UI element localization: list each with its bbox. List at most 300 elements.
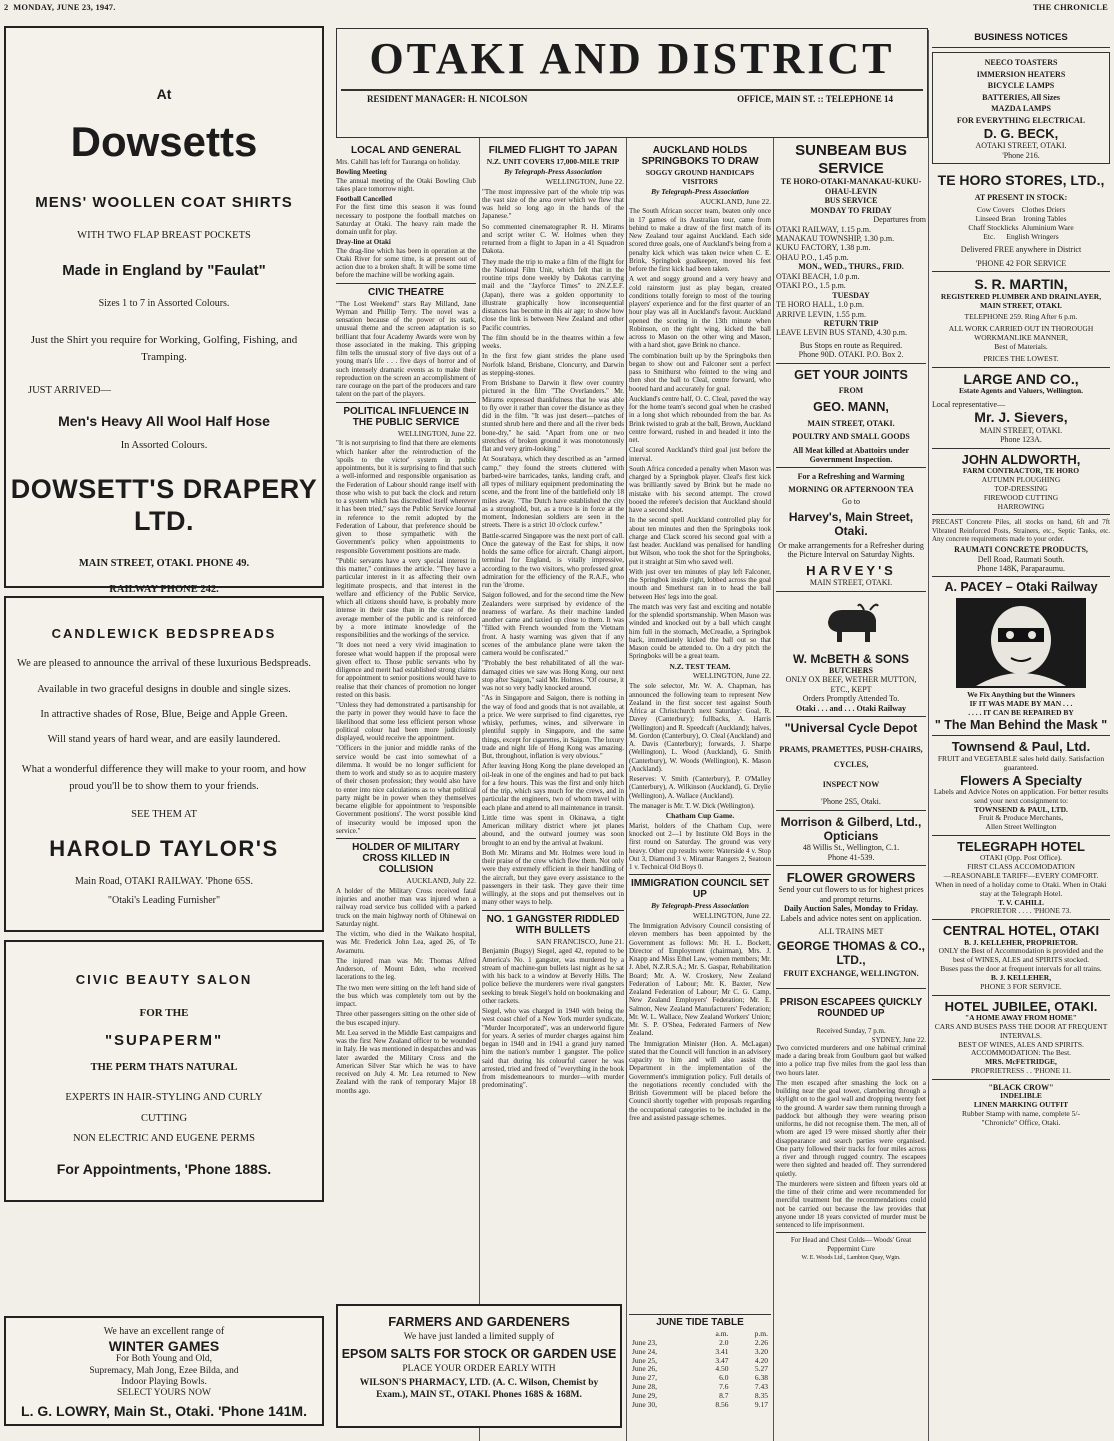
filmed-p4: The film should be in the theatres within a few weeks. — [482, 333, 624, 351]
gangster-dateline: SAN FRANCISCO, June 21. — [536, 936, 624, 946]
tide-pm: 4.20 — [754, 1355, 768, 1365]
salon-experts: EXPERTS IN HAIR-STYLING AND CURLY — [65, 1092, 263, 1104]
joints-name: GEO. MANN, — [813, 399, 889, 414]
farmers-l1: We have just landed a limited supply of — [403, 1332, 555, 1343]
harveys-l2: MORNING OR AFTERNOON TEA — [788, 484, 914, 494]
townsend-l5: Fruit & Produce Merchants, — [978, 813, 1064, 823]
sunbeam-days: MONDAY TO FRIDAY — [810, 205, 892, 215]
tide-am: 3.47 — [715, 1355, 729, 1365]
gangster-head: NO. 1 GANGSTER RIDDLED WITH BULLETS — [486, 913, 620, 936]
morrison-title: Morrison & Gilberd, Ltd., — [780, 814, 922, 829]
political-dateline: WELLINGTON, June 22. — [397, 428, 476, 438]
crow-title: "BLACK CROW" — [988, 1082, 1054, 1092]
local-head: LOCAL AND GENERAL — [351, 145, 461, 156]
holder-p3: The injured man was Mr. Thomas Alfred Anderson, of Mount Eden, who received lacerations to the leg. — [336, 956, 476, 982]
sunbeam-l13: Bus Stops en route as Required. — [799, 340, 903, 350]
pacey-l3: . . . . IT CAN BE REPAIRED BY — [968, 707, 1074, 717]
neeco-item: BATTERIES, All Sizes — [982, 92, 1060, 102]
salon-title: CIVIC BEAUTY SALON — [75, 972, 253, 987]
stock-item: Linseed Bran Ironing Tables — [975, 213, 1067, 223]
tide-pm: 7.43 — [754, 1382, 768, 1392]
neeco-box — [932, 52, 1110, 164]
ad-hose: Men's Heavy All Wool Half Hose — [58, 413, 270, 430]
political-p3: "It does not need a very vivid imagination to foresee what would happen if the proposal were given effect to. Those public servants who by diligence and merit had established strong claims for appointment to senior positions would have to realise that their chances of promotion no longer rested on this basis. — [336, 641, 476, 699]
column-ads — [776, 142, 926, 1432]
local-foot: For the first time this season it was found necessary to postpone the football matches on Saturday at Otaki. The heavy rain made the domain unfit for play. — [336, 203, 476, 236]
townsend-l3: Labels and Advice Notes on application. For better results send your next consignment to: — [933, 786, 1109, 805]
joints-title: GET YOUR JOINTS — [794, 367, 908, 382]
sunbeam-l11: RETURN TRIP — [823, 318, 879, 328]
column-filmed — [482, 142, 624, 1299]
crow-l3: Rubber Stamp with name, complete 5/- — [962, 1109, 1080, 1119]
sunbeam-departs: Departures from — [873, 215, 926, 225]
tide-pm: 6.38 — [754, 1373, 768, 1383]
ad-sizes: Sizes 1 to 7 in Assorted Colours. — [98, 297, 230, 309]
tide-am: 8.7 — [719, 1390, 729, 1400]
filmed-p13: Little time was spent in Okinawa, a tight American military district where jet planes abound, and the outward journey was soon brought to an end by the arrival at Iwakuni. — [482, 813, 624, 847]
springboks-p5: Cleal scored Auckland's third goal just before the interval. — [629, 446, 771, 463]
ad-hose-colours: In Assorted Colours. — [120, 439, 208, 451]
immigration-p2: The Immigration Minister (Hon. A. McLagan) stated that the Council will function in an advisory capacity to him and will also assist the Department in the implementation of the Government's immigration policy. Full details of the negotiations recently concluded with the British Government will be placed before the Council shortly together with proposals regarding the occupational categories to be included in the free and assisted passage schemes. — [629, 1039, 771, 1122]
nztest-p2: Reserves: V. Smith (Canterbury), P. O'Malley (Canterbury), A. Wilkinson (Auckland), G. Drylie (Wellington), A. Wallace (Auckland). — [629, 775, 771, 800]
precast-l3: Phone 148K, Paraparaumu. — [977, 564, 1065, 574]
filmed-p6: From Brisbane to Darwin it flew over country pictured in the film "The Overlanders." Mr. Mirams expressed thankfulness that he was able to fly over it rather than cover the distance as they did in the film. "It was just desert—patches of stunted shrub here and there and all the river beds bone-dry," he said. "Apart from one or two stretches of broken ground it was monotonously flat and very grim-looking." — [482, 379, 624, 454]
nztest-p3: The manager is Mr. T. W. Dick (Wellington). — [629, 801, 755, 810]
salon-brand: "SUPAPERM" — [104, 1032, 224, 1050]
neeco-item: IMMERSION HEATERS — [976, 69, 1066, 79]
games-l2: For Both Young and Old, — [115, 1354, 213, 1365]
nztest-cup-head: Chatham Cup Game. — [665, 811, 735, 821]
large-title: LARGE AND CO., — [963, 370, 1079, 387]
farmers-l2: EPSOM SALTS FOR STOCK OR GARDEN USE — [341, 1346, 617, 1361]
pacey-l1: We Fix Anything but the Winners — [967, 690, 1075, 700]
political-p1: "It is not surprising to find that there are elements which hanker after the reintroduction of the 'spoils to the victor' system in public appointments, but it is surprising to find that such a well-informed and responsible organisation as the Federation of Labour should range itself with those who wish to put back the clock and return to a system which has discredited itself wherever it has been tried," says the Public Service Journal in reference to the remit adopted by the Federation of Labour, that preference should be given to those sympathetic with the Government's policy when appointments to responsible Government positions are made. — [336, 439, 476, 555]
harveys-l3: Go to — [842, 497, 860, 507]
ad-at: At — [156, 86, 172, 102]
tehoro-deliv: Delivered FREE anywhere in District — [960, 245, 1082, 255]
mcbeth-title: W. McBETH & SONS — [792, 651, 909, 666]
filmed-p9: Saigon followed, and for the second time the New Zealanders were surprised by evidence of the nearness of warfare. As their machine landed another came and taxied up close to them. It was "filled with French wounded from the Vietnam front. A hasty warning was given that if any scenes of the ambulance plane were taken the camera would be confiscated." — [482, 591, 624, 658]
tide-am: 8.56 — [715, 1399, 729, 1409]
pacey-l4: " The Man Behind the Mask " — [934, 717, 1108, 732]
filmed-p1: "The most impressive part of the whole trip was the vast size of the area over which we flew that was held so long ago in the hands of the Japanese." — [482, 187, 624, 221]
telegraph-l6: PROPRIETOR . . . . 'PHONE 73. — [970, 906, 1072, 916]
nztest-p4: Marist, holders of the Chatham Cup, were knocked out 2—1 by Institute Old Boys in the first round on Saturday. The ground was very heavy. Other cup results were: Waterside 4 v. Stop Out 3, Diamond 3 v. Miramar Rangers 2, Seatoun 1 v. Technical Old Boys 0. — [629, 821, 771, 872]
central-l2: ONLY the Best of Accommodation is provided and the best of WINES, ALES and SPIRITS stocked. — [938, 946, 1104, 965]
ad-just-shirt: Just the Shirt you require for Working, Golfing, Fishing, and Tramping. — [30, 333, 298, 364]
page-header-left: 2 MONDAY, JUNE 23, 1947. — [4, 2, 116, 12]
holder-p1: A holder of the Military Cross received fatal injuries and another man was injured when a railway road service bus collided with a parked truck on the main highway north of Ohinewai on Saturday night. — [336, 886, 476, 928]
masthead-title: OTAKI AND DISTRICT — [369, 34, 895, 83]
morrison-l2: 48 Willis St., Wellington, C.1. — [802, 843, 900, 853]
townsend-l2: Flowers A Specialty — [960, 772, 1082, 788]
telegraph-l4: When in need of a holiday come to Otaki. When in Otaki stay at the Telegraph Hotel. — [935, 879, 1107, 898]
local-foot-head: Football Cancelled — [336, 195, 393, 203]
ad-railway: RAILWAY PHONE 242. — [109, 584, 219, 596]
tide-am: 3.41 — [715, 1346, 729, 1356]
tide-row — [629, 1401, 771, 1410]
filmed-p5: In the first few giant strides the plane used Norfolk Island, Brisbane, Cloncurry, and Darwin as stepping-stones. — [482, 352, 624, 377]
tide-date: June 30, — [632, 1399, 657, 1409]
sunbeam-l7: OTAKI P.O., 1.5 p.m. — [776, 281, 846, 291]
flower-l2: Daily Auction Sales, Monday to Friday. — [783, 904, 918, 914]
games-title: WINTER GAMES — [108, 1337, 220, 1354]
ad-dowsetts-title: Dowsetts — [70, 117, 258, 165]
sunbeam-l12: LEAVE LEVIN BUS STAND, 4.30 p.m. — [776, 328, 907, 338]
biz-title: BUSINESS NOTICES — [932, 32, 1110, 48]
political-p5: "Officers in the junior and middle ranks of the service would be cast into somewhat of a dilemma. It would be no longer sufficient for them to work and study so as to acquire mastery of their chosen profession; they would also have to enter into nice calculations as to what political party might be in power when they themselves became eligible for appointment to 'responsible Government positions'. The worst possible kind of insecurity would be imposed upon the service." — [336, 744, 476, 835]
precast-l1: RAUMATI CONCRETE PRODUCTS, — [954, 545, 1088, 555]
farmers-ad — [336, 1304, 622, 1428]
crow-l4: "Chronicle" Office, Otaki. — [981, 1117, 1061, 1127]
mcbeth-l3: Orders Promptly Attended To. — [802, 694, 900, 704]
jubilee-l6: PROPRIETRESS . . 'PHONE 11. — [970, 1066, 1072, 1076]
sunbeam-l9: TE HORO HALL, 1.0 p.m. — [776, 300, 864, 310]
candlewick-p5: What a wonderful difference they will make to your room, and how proud you'll be to show them to your friends. — [21, 763, 307, 792]
candlewick-p1: We are pleased to announce the arrival of these luxurious Bedspreads. — [17, 658, 311, 670]
candlewick-p3: In attractive shades of Rose, Blue, Beige and Apple Green. — [40, 708, 288, 720]
central-title: CENTRAL HOTEL, OTAKI — [942, 923, 1100, 939]
candlewick-title: CANDLEWICK BEDSPREADS — [51, 626, 277, 641]
filmed-p3: They made the trip to make a film of the flight for the National Film Unit, which felt that in the routine trips done weekly by Dakotas carrying mail and the "Jayforce Times" to 2N.Z.E.F. (Japan), there was a golden opportunity to illustrate graphically how inconsequential distances has become in this air age; to show how close the link is between New Zealand and other Pacific countries. — [482, 257, 624, 332]
sunbeam-l6: OTAKI BEACH, 1.0 p.m. — [776, 271, 860, 281]
morrison-l1: Opticians — [823, 828, 879, 843]
tehoro-instock: AT PRESENT IN STOCK: — [974, 192, 1068, 202]
immigration-head: IMMIGRATION COUNCIL SET UP — [631, 878, 769, 901]
neeco-item: BICYCLE LAMPS — [987, 81, 1055, 91]
games-store: L. G. LOWRY, Main St., Otaki. 'Phone 141M. — [21, 1403, 307, 1420]
dowsetts-ad — [4, 26, 324, 596]
mask-illustration-icon — [956, 598, 1086, 688]
tide-am: 7.6 — [719, 1382, 729, 1392]
sunbeam-l2: MANAKAU TOWNSHIP, 1.30 p.m. — [776, 234, 895, 243]
martin-l5: Best of Materials. — [994, 341, 1048, 351]
gangster-p1: Benjamin (Bugsy) Siegel, aged 42, reputed to be America's No. 1 gangster, was murdered by a stream of machine-gun bullets last night as he sat with his back to a window at Beverly Hills. The police believe the murderers were rival gangsters seeking to break Siegel's hold on bookmaking and other rackets. — [482, 947, 624, 1005]
sunbeam-l14: Phone 90D. OTAKI. P.O. Box 2. — [798, 350, 904, 360]
tide-date: June 23, — [632, 1337, 657, 1347]
springboks-p6: South Africa conceded a penalty when Mason was charged by a Springbok player. Cleal's first kick was brilliantly saved by Brink but he made no mistake with his second attempt. The crowd booed the referee's decision that Auckland should have a second shot. — [629, 464, 771, 515]
filmed-sub: N.Z. UNIT COVERS 17,000-MILE TRIP — [486, 157, 620, 166]
holder-dateline: AUCKLAND, July 22. — [406, 876, 476, 886]
filmed-head: FILMED FLIGHT TO JAPAN — [488, 145, 618, 156]
precast-text: PRECAST Concrete Piles, all stocks on hand, 6ft and 7ft Vibrated Reinforced Posts, Strainers, etc., Septic Tanks, etc. Any concrete requirements made to your order. — [932, 518, 1110, 543]
cycle-l1: PRAMS, PRAMETTES, PUSH-CHAIRS, CYCLES, — [779, 745, 923, 769]
harveys-l1: For a Refreshing and Warming — [797, 472, 905, 482]
jubilee-title: HOTEL JUBILEE, OTAKI. — [944, 998, 1098, 1014]
sunbeam-l8: TUESDAY — [832, 290, 870, 300]
games-ad — [4, 1316, 324, 1426]
salon-cutting: CUTTING — [140, 1112, 188, 1124]
tide-head: JUNE TIDE TABLE — [656, 1317, 744, 1328]
springboks-p2: A wet and soggy ground and a very heavy and cold rainstorm just as play began, created conditions totally foreign to most of the touring players' experience and for the first quarter of an hour play was all in Auckland's favour. Auckland opened the scoring in the 13th minute when Robinson, on the right wing, kicked the ball across to Mason on the other wing and Mason, with a hard shot, gave Brink no chance. — [629, 275, 771, 350]
martin-l6: PRICES THE LOWEST. — [983, 353, 1059, 363]
sunbeam-route: TE HORO-OTAKI-MANAKAU-KUKU-OHAU-LEVIN — [780, 177, 922, 196]
springboks-p3: The combination built up by the Springboks then began to show out and Falconer sent a perfect pass to Smithurst who feinted to the wing and then shot the ball to Cleal, centre forward, who booted hard and accurately for goal. — [629, 351, 771, 393]
prison-p3: The murderers were sixteen and fifteen years old at the time of their crime and were recommended for merciful treatment but the recommendations could not be carried out because the law provides that anyone under 18 years convicted of murder must be sentenced to life imprisonment. — [776, 1179, 926, 1229]
local-dray: The drag-line which has been in operation at the Otaki River for some time, is at present out of action due to a broken shaft. It will be some time before the machine will be working again. — [336, 246, 476, 280]
tide-am: 2.0 — [719, 1337, 729, 1347]
tide-pm: 8.35 — [754, 1390, 768, 1400]
local-p0: Mrs. Cahill has left for Tauranga on holiday. — [336, 158, 461, 166]
candlewick-p2: Available in two graceful designs in double and single sizes. — [37, 683, 291, 695]
nztest-head: N.Z. TEST TEAM. — [669, 661, 731, 671]
telegraph-title: TELEGRAPH HOTEL — [957, 839, 1085, 855]
sunbeam-l1: OTAKI RAILWAY, 1.15 p.m. — [776, 224, 871, 234]
large-l3: Mr. J. Sievers, — [974, 409, 1068, 426]
tide-am-header: a.m. — [715, 1329, 729, 1338]
holder-p2: The victim, who died in the Waikato hospital, was Mr. Frederick John Lea, aged 26, of Te Awamutu. — [336, 930, 476, 955]
sunbeam-l4: OHAU P.O., 1.45 p.m. — [776, 252, 849, 262]
townsend-l6: Allen Street Wellington — [985, 822, 1057, 832]
aldworth-l3: TOP-DRESSING — [994, 483, 1048, 493]
tide-date: June 26, — [632, 1364, 657, 1374]
pacey-l2: IF IT WAS MADE BY MAN . . . — [969, 699, 1073, 709]
filmed-by: By Telegraph-Press Association — [504, 166, 602, 176]
sunbeam-title: SUNBEAM BUS SERVICE — [795, 142, 907, 177]
candlewick-see: SEE THEM AT — [131, 809, 197, 821]
prison-p4: For Head and Chest Colds— Woods' Great Peppermint Cure — [790, 1236, 912, 1253]
prison-head: PRISON ESCAPEES QUICKLY ROUNDED UP — [779, 997, 923, 1020]
prison-received: Received Sunday, 7 p.m. — [816, 1027, 886, 1036]
salon-appt: For Appointments, 'Phone 188S. — [56, 1161, 272, 1178]
springboks-head: AUCKLAND HOLDS SPRINGBOKS TO DRAW — [641, 145, 759, 167]
precast-l2: Dell Road, Raumati South. — [977, 554, 1065, 564]
gangster-p2: Siegel, who was charged in 1940 with being the west coast chief of a New York murder syndicate, "Murder Incorporated", was an underworld figure for years. A series of murder charges against him began in 1940 and in 1941 a grand jury named him the nation's number 1 gangster. The police said that during his colourful career he was arrested, tried and freed of "everything in the book from misdemeanours to murder—with murder predominating". — [482, 1007, 624, 1090]
martin-title: S. R. MARTIN, — [974, 276, 1068, 293]
civic-p1: "The Lost Weekend" stars Ray Milland, Jane Wyman and Phillip Terry. The novel was a sensation because of the power of its stark, unusual theme and the screen adaptation is so brilliant that four Academy Awards were won by those associated in the making. This gripping film tells the unusual story of five days out of a young man's life . . . five days of horror and of such intensely dramatic events as to make their reproduction on the screen an accomplishment of rare courage on the part of the producers and rare talent on the part of the players. — [336, 299, 476, 399]
aldworth-l2: AUTUMN PLOUGHING — [981, 475, 1061, 485]
martin-l4: ALL WORK CARRIED OUT IN THOROUGH WORKMANLIKE MANNER, — [948, 324, 1094, 343]
springboks-dateline: AUCKLAND, June 22. — [700, 196, 771, 206]
tide-am: 6.0 — [719, 1373, 729, 1383]
martin-l2: MAIN STREET, OTAKI. — [980, 300, 1062, 310]
springboks-p4: Auckland's centre half, O. C. Cleal, paved the way for the home team's second goal when he crashed in a long shot which rebounded from the bar. As Brink twisted to grab at the ball, Brown, Auckland centre forward, rushed in and headed it into the net. — [629, 394, 771, 445]
sunbeam-l3: KUKU FACTORY, 1.38 p.m. — [776, 243, 871, 253]
candlewick-slogan: "Otaki's Leading Furnisher" — [107, 895, 221, 907]
farmers-l4: WILSON'S PHARMACY, LTD. (A. C. Wilson, Chemist by Exam.), MAIN ST., OTAKI. Phones 168S & 168M. — [359, 1378, 599, 1400]
large-l4: MAIN STREET, OTAKI. — [979, 425, 1063, 435]
jubilee-l5: MRS. McFETRIDGE, — [985, 1057, 1057, 1067]
immigration-p1: The Immigration Advisory Council consisting of eleven members has been appointed by the Government as follows: Mr. H. L. Bockett, Director of Employment (chairman), Mrs. J. Knapp and Miss Ethel Law, women members; Mr. J. Abel, N.Z.R.S.A.; Mr. S. Gaspar, Rehabilitation Board; Mr. A. W. Croskery, New Zealand Federation of Labour; Mr. K. Baxter, New Zealand Federation of Labour; Mr C. G. Camp, New Zealand Employers' Federation; Mr. E. Salmon, New Zealand Manufacturers' Federation; Mr. W. L. Wallace, New Zealand Workers' Union; Mr. S. P. O'Shea, Federated Farmers of New Zealand. — [629, 922, 771, 1038]
telegraph-l3: —REASONABLE TARIFF—EVERY COMFORT. — [943, 871, 1099, 881]
political-p4: "Unless they had demonstrated a partisanship for the party in power they would have to face the likelihood that some less efficient person whose political colour had been more judiciously displayed, would receive the appointment. — [336, 701, 476, 743]
nztest-p1: The sole selector, Mr. W. A. Chapman, has announced the following team to represent New Zealand in the first soccer test against South Africa at Christchurch next Saturday: Goal, R. Davey (Canterbury); fullbacks, A. Harris (Wellington) and R. Speedcaft (Auckland); halves, M. Gordon (Canterbury), O. Cleal (Auckland) and A. Davis (Canterbury); forwards, J. Sharpe (Wellington), L. Wood (Auckland), G. Smith (Canterbury), W. Woods (Wellington), K. Mason (Auckland). — [629, 682, 771, 773]
column-sports — [629, 142, 771, 1242]
mcbeth-l2: ONLY OX BEEF, WETHER MUTTON, ETC., KEPT — [785, 675, 917, 694]
flower-l4: ALL TRAINS MET — [818, 927, 884, 937]
tide-date: June 28, — [632, 1382, 657, 1392]
masthead — [336, 28, 928, 138]
stock-item: Chaff Stocklicks Aluminium Ware — [968, 222, 1074, 232]
games-l5: SELECT YOURS NOW — [117, 1387, 211, 1398]
page-header-paper: THE CHRONICLE — [1032, 2, 1108, 12]
aldworth-l4: FIREWOOD CUTTING — [983, 492, 1059, 502]
jubilee-l4: ACCOMMODATION: The Best. — [970, 1048, 1072, 1058]
pacey-title: A. PACEY – Otaki Railway — [944, 580, 1098, 595]
civic-head: CIVIC THEATRE — [368, 286, 444, 298]
flower-l3: Labels and advice notes sent on application. — [780, 913, 922, 923]
aldworth-title: JOHN ALDWORTH, — [961, 451, 1081, 467]
crow-l1: INDELIBLE — [1000, 1091, 1042, 1101]
column-business — [932, 32, 1110, 1432]
beck-phone: 'Phone 216. — [1002, 150, 1040, 160]
springboks-p8: With just over ten minutes of play left Falconer, the Springbok inside right, lobbed across the goal mouth and Smethurst ran in to head the ball between Hes' legs into the goal. — [629, 567, 771, 601]
games-l3: Supremacy, Mah Jong, Ezee Bilda, and — [89, 1365, 239, 1376]
holder-head: HOLDER OF MILITARY CROSS KILLED IN COLLISION — [352, 842, 460, 876]
filmed-p8: Battle-scarred Singapore was the next port of call. Once the gateway of the East for ships, it now holds the same office for aircraft. Changi airport, terminal for England, is vitally impressive, according to the two visitors, who professed great admiration for the efficiency of the R.A.F., who run the 'drome. — [482, 531, 624, 590]
salon-perms: NON ELECTRIC AND EUGENE PERMS — [72, 1133, 255, 1145]
tide-pm: 5.27 — [754, 1364, 768, 1374]
neeco-item: NEECO TOASTERS — [984, 58, 1058, 68]
crow-l2: LINEN MARKING OUTFIT — [973, 1100, 1069, 1110]
tide-date: June 29, — [632, 1390, 657, 1400]
masthead-office: OFFICE, MAIN ST. :: TELEPHONE 14 — [737, 93, 893, 104]
jubilee-l2: CARS AND BUSES PASS THE DOOR AT FREQUENT INTERVALS. — [934, 1021, 1108, 1040]
springboks-by: By Telegraph-Press Association — [651, 186, 749, 196]
flower-title: FLOWER GROWERS — [786, 869, 916, 885]
flower-l5: GEORGE THOMAS & CO., LTD., — [776, 938, 925, 967]
tehoro-title: TE HORO STORES, LTD., — [937, 172, 1105, 189]
ad-arrived: JUST ARRIVED— — [28, 384, 111, 396]
prison-p2: The men escaped after smashing the lock on a building near the goal tower, clambering through a skylight on to the gaol wall and dropping twenty feet to the ground. A warder saw them running through a paddock but although they were wearing prison uniforms, he did not recognise them. The men, all of whom are aged 19 were missed shortly after their disappearance and search parties were organised. One party followed their tracks for four miles across a river and through rugged country. The escapees were then sighted and headed off. They surrendered quietly. — [776, 1078, 926, 1178]
townsend-title: Townsend & Paul, Ltd. — [951, 739, 1091, 755]
salon-ad — [4, 940, 324, 1202]
prison-dateline: SYDNEY, June 22. — [871, 1035, 926, 1044]
bull-icon — [822, 596, 880, 650]
column-local — [336, 142, 476, 1299]
central-l3: Buses pass the door at frequent intervals for all trains. — [940, 964, 1102, 974]
immigration-dateline: WELLINGTON, June 22. — [692, 911, 771, 921]
townsend-l4: TOWNSEND & PAUL, LTD. — [974, 804, 1068, 814]
ad-made: Made in England by "Faulat" — [62, 262, 266, 280]
filmed-p10: "Probably the best rehabilitated of all the war-damaged cities we saw was Hong Kong, our next stop after Saigon," said Mr. Holmes. "Of course, it was not so very badly knocked around. — [482, 659, 624, 693]
joints-goods: POULTRY AND SMALL GOODS — [792, 432, 910, 442]
beck-addr: AOTAKI STREET, OTAKI. — [975, 141, 1067, 151]
harveys-l6: HARVEY'S — [806, 562, 896, 578]
tide-pm: 3.20 — [754, 1346, 768, 1356]
tehoro-phone: 'PHONE 42 FOR SERVICE — [975, 258, 1067, 268]
salon-for: FOR THE — [139, 1007, 189, 1020]
joints-addr: MAIN STREET, OTAKI. — [807, 418, 895, 428]
jubilee-l3: BEST OF WINES, ALES AND SPIRITS. — [958, 1039, 1084, 1049]
tide-date: June 24, — [632, 1346, 657, 1356]
flower-l6: FRUIT EXCHANGE, WELLINGTON. — [783, 968, 919, 978]
ad-pockets: WITH TWO FLAP BREAST POCKETS — [77, 229, 251, 241]
farmers-l3: PLACE YOUR ORDER EARLY WITH — [402, 1364, 556, 1375]
morrison-l3: Phone 41-539. — [827, 852, 875, 862]
stock-item: Cow Covers Clothes Driers — [976, 204, 1066, 214]
flower-l1: Send your cut flowers to us for highest prices and prompt returns. — [778, 885, 924, 904]
central-l4: B. J. KELLEHER, — [990, 972, 1052, 982]
prison-p1: Two convicted murderers and one habitual criminal made a daring break from Goulburn gaol but walked into a police trap five miles from the gaol less than two hours later. — [776, 1043, 926, 1077]
joints-from: FROM — [838, 386, 864, 396]
mcbeth-l4: Otaki . . . and . . . Otaki Railway — [795, 703, 906, 713]
aldworth-l1: FARM CONTRACTOR, TE HORO — [962, 466, 1080, 476]
filmed-dateline: WELLINGTON, June 22. — [545, 176, 624, 186]
neeco-label: FOR EVERYTHING ELECTRICAL — [956, 116, 1086, 126]
nztest-dateline: WELLINGTON, June 22. — [692, 671, 771, 681]
political-p2: "Public servants have a very special interest in this matter," continues the article. "They have a particular interest in it as affecting their own legitimate prospects, and that interest in the welfare and efficiency of the Public Service, which all citizens should have, is probably more intense in their case than in the case of the average member of the public and is reinforced by a more intimate knowledge of the responsibilities and the workings of the service. — [336, 556, 476, 640]
large-l5: Phone 123A. — [1000, 435, 1042, 445]
springboks-p7: In the second spell Auckland controlled play for about ten minutes and then the Springboks took charge and Clack scored his second goal with a fast header. Auckland was penalised for handling but Wilson, who took the shot for the Springboks, put it straight at Sim who saved well. — [629, 516, 771, 566]
filmed-p2: So commented cinematographer R. H. Mirams and script writer C. W. Holmes when they returned from a flight to Japan in a 41 Squadron Dakota. — [482, 222, 624, 256]
tide-am: 4.50 — [715, 1364, 729, 1374]
candlewick-p4: Will stand years of hard wear, and are easily laundered. — [47, 734, 281, 746]
tide-pm: 9.17 — [754, 1399, 768, 1409]
ad-address: MAIN STREET, OTAKI. PHONE 49. — [78, 557, 250, 569]
harveys-l7: MAIN STREET, OTAKI. — [809, 578, 893, 588]
mcbeth-l1: BUTCHERS — [828, 665, 873, 675]
telegraph-l2: FIRST CLASS ACCOMODATION — [967, 862, 1075, 872]
games-l4: Indoor Playing Bowls. — [121, 1376, 207, 1387]
jubilee-l1: "A HOME AWAY FROM HOME" — [965, 1013, 1077, 1022]
neeco-item: MAZDA LAMPS — [991, 103, 1051, 113]
martin-l3: TELEPHONE 259. Ring After 6 p.m. — [964, 312, 1078, 322]
sunbeam-bus: BUS SERVICE — [824, 196, 878, 206]
tide-date: June 25, — [632, 1355, 657, 1365]
holder-p6: Mr. Lea served in the Middle East campaigns and was the first New Zealand officer to be wounded in Italy. He was mentioned in despatches and was later awarded the Military Cross and the American Silver Star which he was to have received on July 4. Mr. Lea returned to New Zealand with the rank of temporary Major 18 months ago. — [336, 1028, 476, 1095]
harveys-l4: Harvey's, Main Street, Otaki. — [788, 509, 914, 538]
filmed-p7: At Sourabaya, which they described as an "armed camp," they found the streets cluttered with barbed-wire barricades, tanks, landing craft, and all types of military equipment predominating the scene, and the front line of the battlefield only 18 miles away. "The Dutch have established the city as a stronghold, but, as a truce is in force at the moment, Indonesian soldiers are seen in the streets. There is a strict 10 o'clock curfew." — [482, 455, 624, 530]
masthead-manager: RESIDENT MANAGER: H. NICOLSON — [367, 93, 528, 104]
local-dray-head: Dray-line at Otaki — [336, 238, 391, 247]
ad-dowsett-store: DOWSETT'S DRAPERY LTD. — [10, 474, 318, 536]
stock-item: Etc. English Wringers — [983, 231, 1059, 241]
townsend-l1: FRUIT and VEGETABLE sales held daily. Satisfaction guaranteed. — [937, 753, 1105, 772]
tide-table — [629, 1314, 771, 1428]
central-l5: PHONE 3 FOR SERVICE. — [980, 981, 1062, 991]
prison-p5: W. E. Woods Ltd., Lambton Quay, Wgtn. — [801, 1254, 901, 1261]
springboks-p1: The South African soccer team, beaten only once in 17 games of its Australian tour, came from behind to make a draw of the first match of its New Zealand tour against Auckland. Each side scored three goals, one of Auckland's being from a penalty kick which was taken twice when C. E. Brink, Springbok goalkeeper, moved his feet before the first kick had been taken. — [629, 207, 771, 274]
holder-p4: The two men were sitting on the left hand side of the bus which was completely torn out by the impact. — [336, 983, 476, 1009]
candlewick-address: Main Road, OTAKI RAILWAY. 'Phone 65S. — [74, 875, 254, 887]
political-head: POLITICAL INFLUENCE IN THE PUBLIC SERVICE — [343, 405, 469, 428]
cycle-l2: INSPECT NOW — [822, 779, 880, 789]
central-l1: B. J. KELLEHER, PROPRIETOR. — [964, 937, 1078, 947]
large-l2: Local representative— — [932, 400, 1006, 410]
tide-date: June 27, — [632, 1373, 657, 1383]
springboks-p9: The match was very fast and exciting and notable for the splendid sportsmanship. When Mason was winded and knocked out by a ball which caught him full in the stomach, McCreadie, a Springbok back, immediately kicked the ball out so that Mason could be attended to. On a dry pitch the Springboks will be a great team. — [629, 602, 771, 661]
games-l1: We have an excellent range of — [103, 1326, 225, 1337]
immigration-by: By Telegraph-Press Association — [651, 901, 749, 911]
cycle-title: "Universal Cycle Depot — [784, 720, 918, 735]
filmed-p12: After leaving Hong Kong the plane developed an oil-leak in one of the engines and had to put back for a few hours. This was the first and only hitch of the trip, which says much for the crews, and in particular the engineers, two of whom travel with each plane and attend to all maintenance in transit. — [482, 762, 624, 812]
candlewick-ad — [4, 596, 324, 932]
joints-meat: All Meat killed at Abattoirs under Government Inspection. — [792, 445, 910, 464]
local-bowl-head: Bowling Meeting — [336, 168, 387, 177]
salon-tag: THE PERM THATS NATURAL — [90, 1061, 238, 1073]
sunbeam-l10: ARRIVE LEVIN, 1.55 p.m. — [776, 309, 866, 319]
harveys-l5: Or make arrangements for a Refresher during the Picture Interval on Saturday Nights. — [778, 541, 924, 560]
farmers-title: FARMERS AND GARDENERS — [388, 1314, 570, 1329]
sunbeam-l5: MON., WED., THURS., FRID. — [798, 262, 904, 272]
filmed-p14: Both Mr. Mirams and Mr. Holmes were loud in their praise of the crew which flew them. Not only were they extremely efficient in their handling of the aircraft, but they gave every assistance to the passengers in their task. They gave their time willingly, at the stops and put themselves out in many other ways to help. — [482, 848, 624, 907]
ad-product: MENS' WOOLLEN COAT SHIRTS — [35, 194, 293, 212]
cycle-l3: 'Phone 2S5, Otaki. — [821, 797, 881, 807]
telegraph-l1: OTAKI (Opp. Post Office). — [980, 853, 1062, 863]
local-bowl: The annual meeting of the Otaki Bowling Club takes place tomorrow night. — [336, 176, 476, 193]
aldworth-l5: HARROWING — [997, 501, 1045, 511]
martin-l1: REGISTERED PLUMBER AND DRAINLAYER, — [940, 291, 1102, 301]
filmed-p11: "As in Singapore and Saigon, there is nothing in the way of food and goods that is not available, at a price. We were surprised to find cigarettes, rye whisky, perfumes, wines, and silverware in plentiful supply in Singapore, and the same things, except for cigarettes, in Saigon. The luxury trade and night life of Hong Kong was amazing. But, throughout, inflation is very obvious." — [482, 694, 624, 761]
springboks-sub: SOGGY GROUND HANDICAPS VISITORS — [645, 168, 755, 186]
beck-name: D. G. BECK, — [983, 125, 1059, 141]
large-l1: Estate Agents and Valuers, Wellington. — [958, 386, 1084, 396]
tide-pm: 2.26 — [754, 1337, 768, 1347]
holder-p5: Three other passengers sitting on the other side of the bus escaped injury. — [336, 1010, 476, 1027]
tide-pm-header: p.m. — [754, 1329, 768, 1338]
candlewick-store: HAROLD TAYLOR'S — [49, 835, 279, 861]
